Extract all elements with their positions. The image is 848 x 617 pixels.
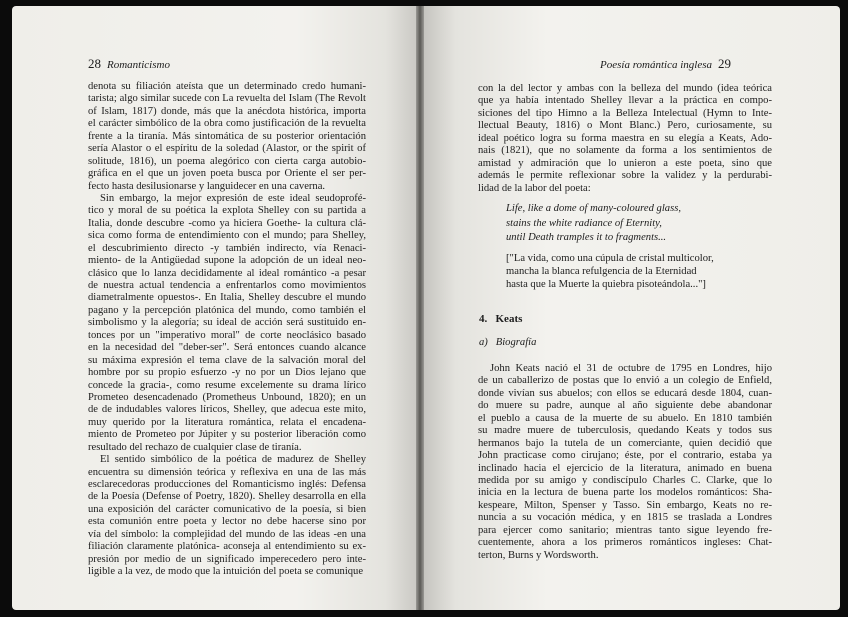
translation-line: hasta que la Muerte la quiebra pisoteándola..."] <box>506 279 706 291</box>
text-line: clásico que lo lanza decididamente al ideal romántico -a pesar <box>88 267 366 279</box>
right-page-number: 29 <box>718 56 732 71</box>
text-line: hombre por su propio esfuerzo -y no por un Dios lejano que <box>88 367 366 379</box>
section-heading: 4. Keats <box>479 313 523 325</box>
translation-line: mancha la blanca refulgencia de la Eternidad <box>506 266 697 278</box>
text-line: inicia en la lectura de buena parte los modelos románticos: Sha- <box>478 487 772 499</box>
text-line: miento- de la Antigüedad supone la adopción de un ideal neo- <box>88 255 366 267</box>
text-line: El sentido simbólico de la poética de madurez de Shelley <box>100 454 366 466</box>
text-line: el descubrimiento directo -y también indirecto, vía Renaci- <box>88 242 366 254</box>
text-line: Sin embargo, la mejor expresión de este ideal seudoprofé- <box>100 192 366 204</box>
text-line: do muere su padre, aunque al año siguiente debe abandonar <box>478 400 772 412</box>
text-line: filiación claramente platónica- aconseja al entendimiento su ex- <box>88 541 366 553</box>
text-line: esclarecedoras producciones del Romanticismo inglés: Defensa <box>88 479 366 490</box>
text-line: de la Poesía (Defense of Poetry, 1820). Shelley desarrolla en ella <box>88 491 366 503</box>
text-line: cuentemente, ahora a los primeros románticos ingleses: Chat- <box>478 537 772 549</box>
left-page-number: 28 <box>88 56 101 71</box>
right-running-head: Poesía romántica inglesa <box>600 59 713 71</box>
text-line: pagano y la percepción platónica del mundo, como también el <box>88 304 366 316</box>
text-line: para ejercer como sanitario; mientras tanto sigue leyendo fre- <box>478 524 772 536</box>
verse-line: until Death tramples it to fragments... <box>506 232 667 244</box>
text-line: de un caballerizo de postas que lo envió a un colegio de Enfield, <box>478 375 772 387</box>
text-line: siciones del tipo Himno a la Belleza Intelectual (Hymn to Inte- <box>478 107 772 119</box>
text-line: ligible a la vez, de modo que la intuición del poeta se comunique <box>88 566 364 578</box>
verse-line: Life, like a dome of many-coloured glass, <box>506 203 681 214</box>
text-line: nais (1821), que no solamente da forma a los sentimientos de <box>478 145 772 157</box>
text-line: vía del símbolo: la complejidad del mundo de las ideas -en una <box>88 528 366 540</box>
poem-translation <box>506 252 714 292</box>
text-line: John practicase como cirujano; éste, por el contrario, estaba ya <box>478 450 772 462</box>
text-line: su madre muere de tuberculosis, quedando Keats y todos sus <box>478 425 772 437</box>
poem-quote <box>506 202 681 246</box>
text-line: kespeare, Milton, Spenser y Tasso. Sin embargo, Keats no re- <box>478 499 772 511</box>
text-line: Italia, donde descubre -como ya hiciera Goethe- la cultura clá- <box>88 217 366 229</box>
text-line: lidad de la labor del poeta: <box>478 182 591 194</box>
text-line: una exposición del carácter comunicativo de la poesía, si bien <box>88 503 366 515</box>
text-line: con la del lector y ambas con la belleza del mundo (idea teórica <box>478 83 772 94</box>
text-line: inclinado hacia el ejercicio de la literatura, animado en buena <box>478 462 772 474</box>
text-line: resultado del rechazo de cualquier clase de tiranía. <box>88 441 302 453</box>
text-line: medida por su amigo y condiscípulo Charles C. Clarke, que lo <box>478 474 772 486</box>
text-line: el carácter simbólico de la obra como justificación de la revuelta <box>88 118 366 130</box>
left-running-head: Romanticismo <box>107 59 170 71</box>
text-line: fecto hasta desilusionarse y languidecer en una caverna. <box>88 180 326 192</box>
text-line: donde vivían sus abuelos; con ellos se educará desde 1804, cuan- <box>478 387 772 399</box>
text-line: en la necesidad del "deber-ser". Será entonces cuando alcance <box>88 342 366 354</box>
text-line: hermanos bajo la tutela de un comerciante, quien decidió que <box>478 437 772 449</box>
text-line: Prometeo desencadenado (Prometheus Unbound, 1820); en un <box>88 391 366 403</box>
text-line: encuentra su dimensión teórica y reflexiva en una de las más <box>88 466 366 478</box>
text-line: sería Alastor o el espíritu de la soledad (Alastor, or the spirit of <box>88 143 366 155</box>
text-line: tico y moral de su poética la explota Shelley con su partida a <box>88 205 366 217</box>
text-line: además le permite reflexionar sobre la validez y la perdurabi- <box>478 170 772 182</box>
book-gutter <box>416 6 424 610</box>
left-page-header <box>88 56 170 72</box>
text-line: miento de Prometeo por Júpiter y su posterior liberación como <box>88 429 366 441</box>
verse-line: stains the white radiance of Eternity, <box>506 217 662 229</box>
keats-biography <box>478 363 772 562</box>
text-line: tonces por un "imperativo moral" de corte neoclásico basado <box>88 329 366 341</box>
text-line: esta comunión entre poeta y lector no debe hacerse sino por <box>88 516 366 528</box>
right-body-text <box>478 83 772 195</box>
text-line: su máxima expresión el tema clave de la salvación moral del <box>88 354 366 366</box>
text-line: sica como forma de entendimiento con el mundo; para Shelley, <box>88 230 366 242</box>
text-line: of Islam, 1817) donde, más que la anécdota histórica, importa <box>88 105 366 117</box>
right-page-header <box>600 56 731 72</box>
text-line: terton, Burns y Wordsworth. <box>478 549 599 561</box>
translation-line: ["La vida, como una cúpula de cristal multicolor, <box>506 253 714 264</box>
text-line: muy querido por la literatura romántica, relata el encadena- <box>88 416 366 428</box>
text-line: el pueblo a causa de la muerte de su abuelo. En 1810 también <box>478 412 772 424</box>
subsection-heading: a) Biografía <box>479 337 537 348</box>
text-line: presión por medio de un significado imperecedero pero inte- <box>88 553 366 565</box>
text-line: denota su filiación ateísta que un determinado credo humani- <box>88 81 366 92</box>
text-line: gráfica en el que un joven poeta busca por Oriente el ser per- <box>88 168 366 180</box>
text-line: diametralmente opuestos-. En Italia, Shelley descubre el mundo <box>88 292 366 304</box>
text-line: frente a la tiranía. Más sintomática de su posterior orientación <box>88 130 366 142</box>
text-line: que ya había intentado Shelley llevar a la práctica en compo- <box>478 95 772 107</box>
text-line: John Keats nació el 31 de octubre de 1795 en Londres, hijo <box>490 363 772 374</box>
text-line: llectual Beauty, 1816) o Mont Blanc.) Pero, curiosamente, su <box>478 120 772 132</box>
text-line: de nuestra actual tendencia a enfrentarlos como movimientos <box>88 280 366 291</box>
text-line: solitude, 1816), un poema alegórico con cierta carga autobio- <box>88 155 366 167</box>
text-line: concede la gracia-, como resume excelemente su drama lírico <box>88 379 366 391</box>
text-line: de de indudables valores líricos, Shelley, que adecua este mito, <box>88 404 366 416</box>
text-line: nuncia a su vocación médica, y en 1815 se traslada a Londres <box>478 512 772 524</box>
left-body-text <box>88 81 366 579</box>
text-line: simbolismo y la alegoría; su ideal de acción será sustituido en- <box>88 317 366 329</box>
text-line: amistad y admiración que lo unieron a este poeta, sino que <box>478 157 772 169</box>
text-line: ideal poético logra su forma maestra en su elegía a Keats, Ado- <box>478 132 772 144</box>
text-line: tarista; algo similar sucede con La revuelta del Islam (The Revolt <box>88 93 366 105</box>
